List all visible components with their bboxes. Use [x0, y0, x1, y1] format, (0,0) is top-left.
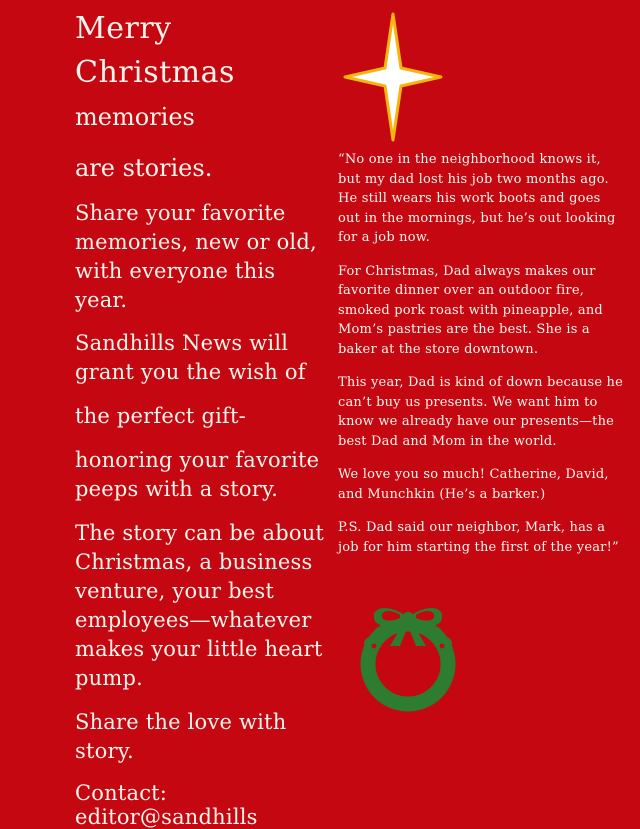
- quote-paragraph-2: For Christmas, Dad always makes our favorite dinner over an outdoor fire, smoked pork roast with pineapple, and Mom’s pastries are the best. She is a baker at the store downtown.: [338, 263, 603, 357]
- left-column: [75, 10, 327, 829]
- paragraph-sandhills-news: Sandhills News will grant you the wish of: [75, 331, 306, 385]
- quote-paragraph-4: We love you so much! Catherine, David, and Munchkin (He’s a barker.): [338, 467, 609, 502]
- paragraph-story-about: The story can be about Christmas, a business venture, your best employees—whatever makes your little heart pump.: [75, 521, 325, 691]
- headline-merry: Merry: [75, 11, 172, 46]
- quote-letter: [338, 150, 626, 571]
- wreath-icon: [338, 602, 488, 722]
- headline-christmas: Christmas: [75, 54, 235, 90]
- quote-paragraph-3: This year, Dad is kind of down because he can’t buy us presents. We want him to know we already have our presents—the best Dad and Mom in the world.: [338, 375, 624, 449]
- paragraph-share-favorite: Share your favorite memories, new or old, with everyone this year.: [75, 200, 317, 312]
- bethlehem-star-icon: [343, 12, 443, 142]
- subheading-memories: memories: [75, 103, 195, 131]
- paragraph-perfect-gift: the perfect gift-: [75, 404, 246, 429]
- contact-line: Contact: editor@sandhills: [75, 781, 258, 829]
- paragraph-share-love: Share the love with story.: [75, 710, 287, 764]
- subheading-are-stories: are stories.: [75, 153, 213, 182]
- quote-paragraph-1: “No one in the neighborhood knows it, but my dad lost his job two months ago. He still wears his work boots and goes out in the mornings, but he’s out looking for a job now.: [338, 152, 616, 245]
- paragraph-honoring: honoring your favorite peeps with a story.: [75, 448, 320, 502]
- quote-paragraph-5: P.S. Dad said our neighbor, Mark, has a job for him starting the first of the year!”: [338, 520, 619, 555]
